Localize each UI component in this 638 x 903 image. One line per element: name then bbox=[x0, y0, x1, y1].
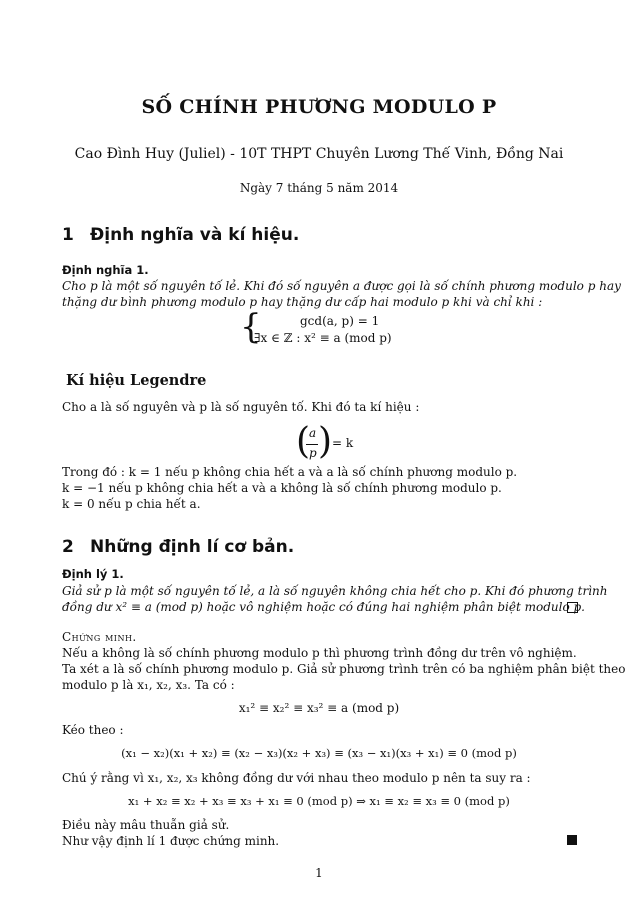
definition-text-line: Cho p là một số nguyên tố lẻ. Khi đó số nguyên a được gọi là số chính phương modulo p hay bbox=[62, 279, 621, 293]
proof-text-line: Điều này mâu thuẫn giả sử. bbox=[62, 818, 230, 832]
proof-text-line: Chú ý rằng vì x₁, x₂, x₃ không đồng dư với nhau theo modulo p nên ta suy ra : bbox=[62, 771, 531, 785]
paragraph-line: Cho a là số nguyên và p là số nguyên tố. Khi đó ta kí hiệu : bbox=[62, 400, 420, 414]
proof-text-line: modulo p là x₁, x₂, x₃. Ta có : bbox=[62, 678, 235, 692]
legendre-heading: Kí hiệu Legendre bbox=[66, 372, 207, 389]
paragraph-line: Trong đó : k = 1 nếu p không chia hết a và a là số chính phương modulo p. bbox=[62, 465, 518, 479]
paragraph-line: k = −1 nếu p không chia hết a và a không là số chính phương modulo p. bbox=[62, 481, 502, 495]
proof-text-line: Như vậy định lí 1 được chứng minh. bbox=[62, 834, 280, 848]
display-equation: x₁² ≡ x₂² ≡ x₃² ≡ a (mod p) bbox=[238, 701, 400, 715]
page-title: SỐ CHÍNH PHƯƠNG MODULO P bbox=[141, 96, 497, 118]
proof-text-line: Nếu a không là số chính phương modulo p thì phương trình đồng dư trên vô nghiệm. bbox=[62, 646, 577, 660]
section-title: Định nghĩa và kí hiệu. bbox=[90, 225, 300, 245]
definition-text-line: thặng dư bình phương modulo p hay thặng dư cấp hai modulo p khi và chỉ khi : bbox=[62, 295, 543, 309]
author-line: Cao Đình Huy (Juliel) - 10T THPT Chuyên Lương Thế Vinh, Đồng Nai bbox=[74, 146, 564, 162]
proof-label: Chứng minh. bbox=[62, 630, 137, 644]
legendre-numerator: a bbox=[309, 426, 317, 440]
proof-text-line: Kéo theo : bbox=[62, 723, 124, 737]
section-number: 1 bbox=[62, 225, 74, 245]
theorem-text-line: Giả sử p là một số nguyên tố lẻ, a là số nguyên không chia hết cho p. Khi đó phương trình bbox=[62, 584, 608, 598]
date-line: Ngày 7 tháng 5 năm 2014 bbox=[239, 181, 399, 195]
qed-square-icon bbox=[567, 835, 577, 845]
legendre-symbol bbox=[296, 422, 356, 466]
definition-label: Định nghĩa 1. bbox=[62, 263, 149, 277]
left-paren: ( bbox=[296, 421, 311, 462]
theorem-label: Định lý 1. bbox=[62, 567, 124, 581]
right-paren: ) bbox=[318, 421, 333, 462]
section-2-heading bbox=[62, 537, 294, 557]
proof-text-line: Ta xét a là số chính phương modulo p. Giả sử phương trình trên có ba nghiệm phân biệt theo bbox=[62, 662, 626, 676]
left-brace: { bbox=[240, 307, 262, 347]
section-1-heading bbox=[62, 225, 299, 245]
legendre-denominator: p bbox=[309, 446, 317, 460]
theorem-text-line: đồng dư x² ≡ a (mod p) hoặc vô nghiệm hoặc có đúng hai nghiệm phân biệt modulo p. bbox=[62, 600, 585, 614]
fraction-bar bbox=[306, 444, 318, 445]
system-equation: gcd(a, p) = 1 bbox=[300, 314, 380, 328]
end-of-theorem-box-icon bbox=[567, 602, 578, 613]
section-title: Những định lí cơ bản. bbox=[90, 537, 295, 557]
legendre-rhs: = k bbox=[332, 436, 354, 450]
paragraph-line: k = 0 nếu p chia hết a. bbox=[62, 497, 201, 511]
display-equation: x₁ + x₂ ≡ x₂ + x₃ ≡ x₃ + x₁ ≡ 0 (mod p) ⇒ x₁ ≡ x₂ ≡ x₃ ≡ 0 (mod p) bbox=[128, 794, 510, 808]
display-equation: (x₁ − x₂)(x₁ + x₂) ≡ (x₂ − x₃)(x₂ + x₃) ≡ (x₃ − x₁)(x₃ + x₁) ≡ 0 (mod p) bbox=[121, 746, 517, 760]
page-number: 1 bbox=[315, 866, 323, 880]
system-equation: ∃x ∈ ℤ : x² ≡ a (mod p) bbox=[254, 331, 392, 345]
section-number: 2 bbox=[62, 537, 74, 557]
